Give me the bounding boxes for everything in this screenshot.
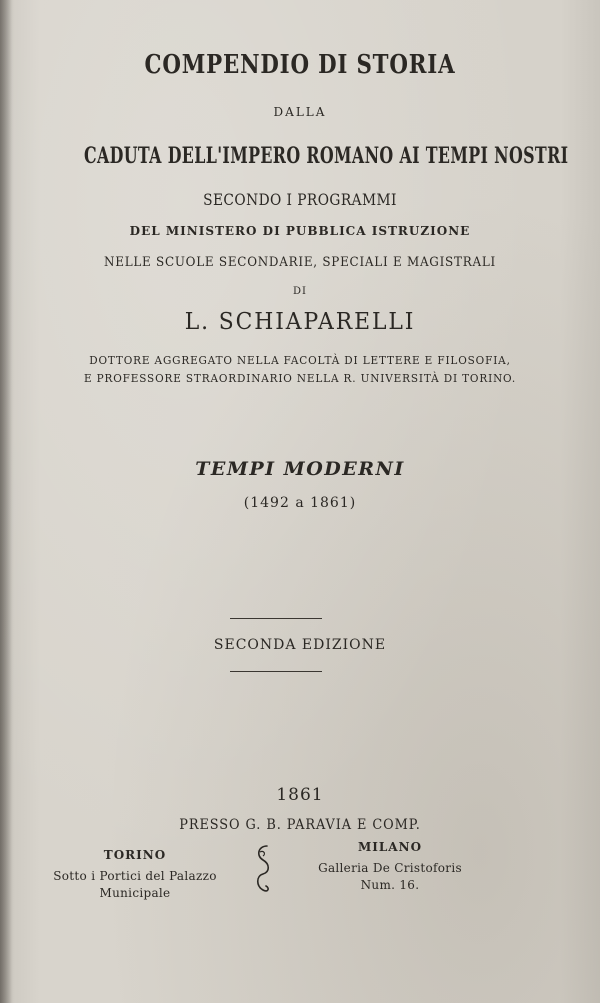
milano-imprint — [305, 840, 475, 894]
section-flourish-icon — [252, 842, 274, 898]
author-name: L. SCHIAPARELLI — [184, 309, 416, 335]
edition-rule-top — [230, 618, 322, 619]
publisher-line: PRESSO G. B. PARAVIA E COMP. — [179, 817, 421, 833]
ministero-line: DEL MINISTERO DI PUBBLICA ISTRUZIONE — [129, 224, 471, 238]
subtitle: CADUTA DELL'IMPERO ROMANO AI TEMPI NOSTRI — [83, 143, 569, 169]
volume-years: (1492 a 1861) — [243, 495, 357, 511]
torino-imprint — [40, 848, 230, 902]
publication-year: 1861 — [276, 785, 324, 805]
author-credentials-line2: E PROFESSORE STRAORDINARIO NELLA R. UNIVERSITÀ DI TORINO. — [83, 372, 517, 385]
milano-address-line2: Num. 16. — [360, 878, 420, 892]
edition-rule-bottom — [230, 671, 322, 672]
scuole-line: NELLE SCUOLE SECONDARIE, SPECIALI E MAGISTRALI — [104, 255, 496, 270]
torino-city: TORINO — [103, 848, 167, 862]
main-title: COMPENDIO DI STORIA — [144, 50, 456, 80]
author-credentials-line1: DOTTORE AGGREGATO NELLA FACOLTÀ DI LETTERE E FILOSOFIA, — [89, 354, 511, 367]
volume-title: TEMPI MODERNI — [195, 458, 405, 480]
torino-address-line2: Municipale — [99, 886, 171, 900]
programmi-line: SECONDO I PROGRAMMI — [203, 190, 397, 209]
milano-address-line1: Galleria De Cristoforis — [318, 861, 462, 875]
edition-label: SECONDA EDIZIONE — [213, 637, 387, 653]
torino-address-line1: Sotto i Portici del Palazzo — [53, 869, 217, 883]
milano-city: MILANO — [357, 840, 423, 854]
di-label: DI — [293, 286, 307, 297]
dalla-label: DALLA — [273, 105, 327, 119]
